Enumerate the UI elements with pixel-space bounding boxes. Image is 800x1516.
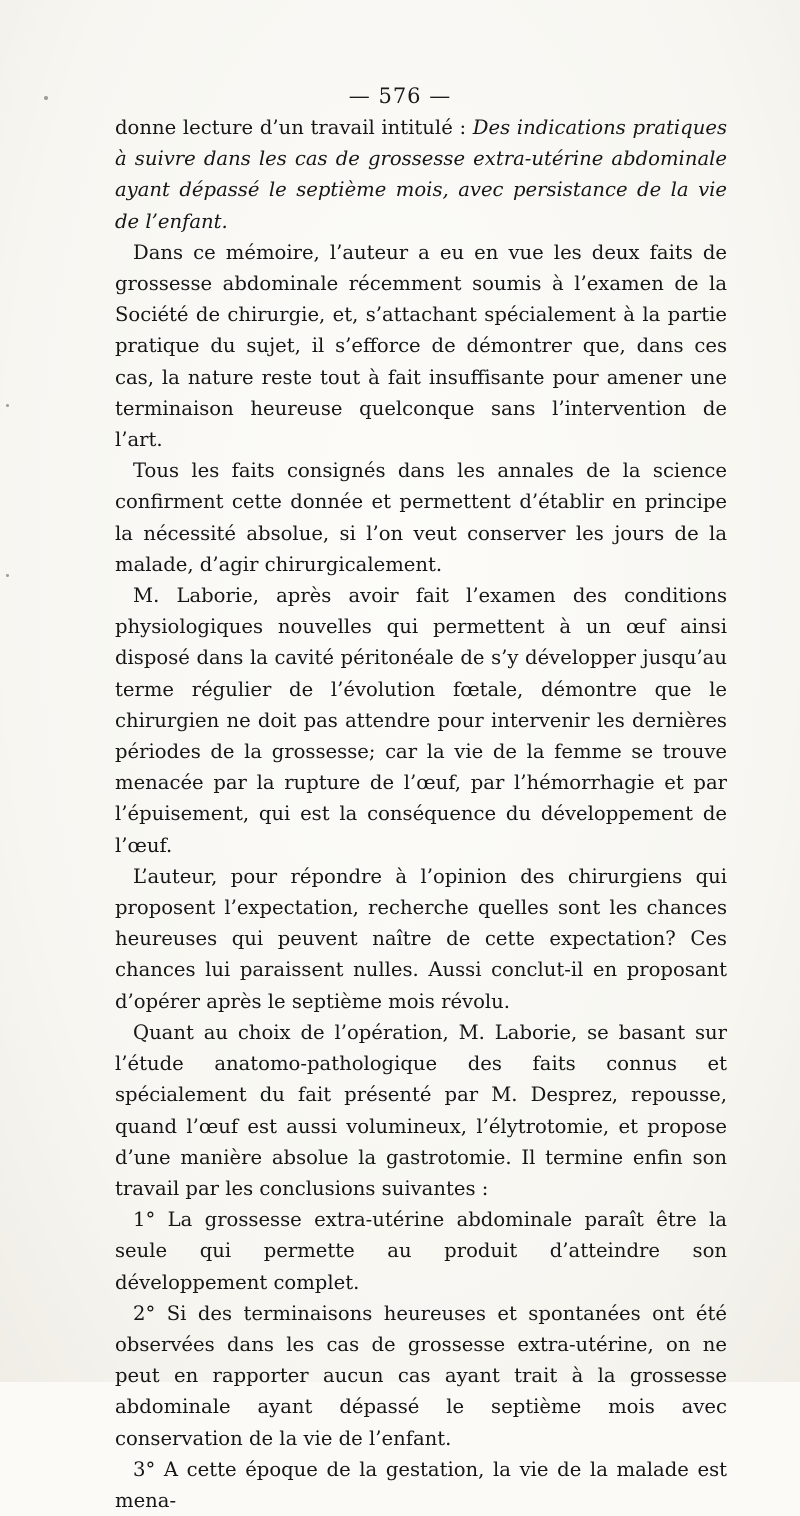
paragraph-operation: Quant au choix de l’opération, M. Laborie, se basant sur l’étude anatomo-pathologique des faits connus et spécialement du fait présenté par M. Desprez, repousse, quand l’œuf est aussi volumineux, l’élytrotomie, et propose d’une manière absolue la gastrotomie. Il termine enfin son travail par les conclusions suivantes : [115,1020,727,1200]
paragraph-laborie: M. Laborie, après avoir fait l’examen des conditions physiologiques nouvelles qui permettent à un œuf ainsi disposé dans la cavité péritonéale de s’y développer jusqu’au terme régulier de l’évolution fœtale, démontre que le chirurgien ne doit pas attendre pour intervenir les dernières périodes de la grossesse; car la vie de la femme se trouve menacée par la rupture de l’œuf, par l’hémorrhagie et par l’épuisement, qui est la conséquence du développement de l’œuf. [115,584,727,857]
page-number: — 576 — [348,84,452,108]
paragraph-memoire: Dans ce mémoire, l’auteur a eu en vue les deux faits de grossesse abdominale récemment soumis à l’examen de la Société de chirurgie, et, s’attachant spécialement à la partie pratique du sujet, il s’efforce de démontrer que, dans ces cas, la nature reste tout à fait insuffisante pour amener une terminaison heureuse quelconque sans l’intervention de l’art. [115,240,727,452]
body-text [115,112,727,1516]
conclusion-1: 1° La grossesse extra-utérine abdominale paraît être la seule qui permette au produit d’atteindre son développement complet. [115,1208,727,1294]
work-title: Des indications pratiques à suivre dans les cas de grossesse extra-utérine abdominale ayant dépassé le septième mois, avec persistance de la vie de l’enfant. [115,116,727,233]
paragraph-expectation: L’auteur, pour répondre à l’opinion des chirurgiens qui proposent l’expectation, recherche quelles sont les chances heureuses qui peuvent naître de cette expectation? Ces chances lui paraissent nulles. Aussi conclut-il en proposant d’opérer après le septième mois révolu. [115,864,727,1013]
scan-speck [6,574,9,577]
scan-speck [6,404,9,407]
paragraph-faits: Tous les faits consignés dans les annales de la science confirment cette donnée et permettent d’établir en principe la nécessité absolue, si l’on veut conserver les jours de la malade, d’agir chirurgicalement. [115,459,727,576]
conclusion-3: 3° A cette époque de la gestation, la vie de la malade est mena- [115,1457,727,1512]
paragraph-intro [115,112,727,237]
intro-lead: donne lecture d’un travail intitulé : [115,116,473,139]
conclusion-2: 2° Si des terminaisons heureuses et spontanées ont été observées dans les cas de grossesse extra-utérine, on ne peut en rapporter aucun cas ayant trait à la grossesse abdominale ayant dépassé le septième mois avec conservation de la vie de l’enfant. [115,1301,727,1450]
